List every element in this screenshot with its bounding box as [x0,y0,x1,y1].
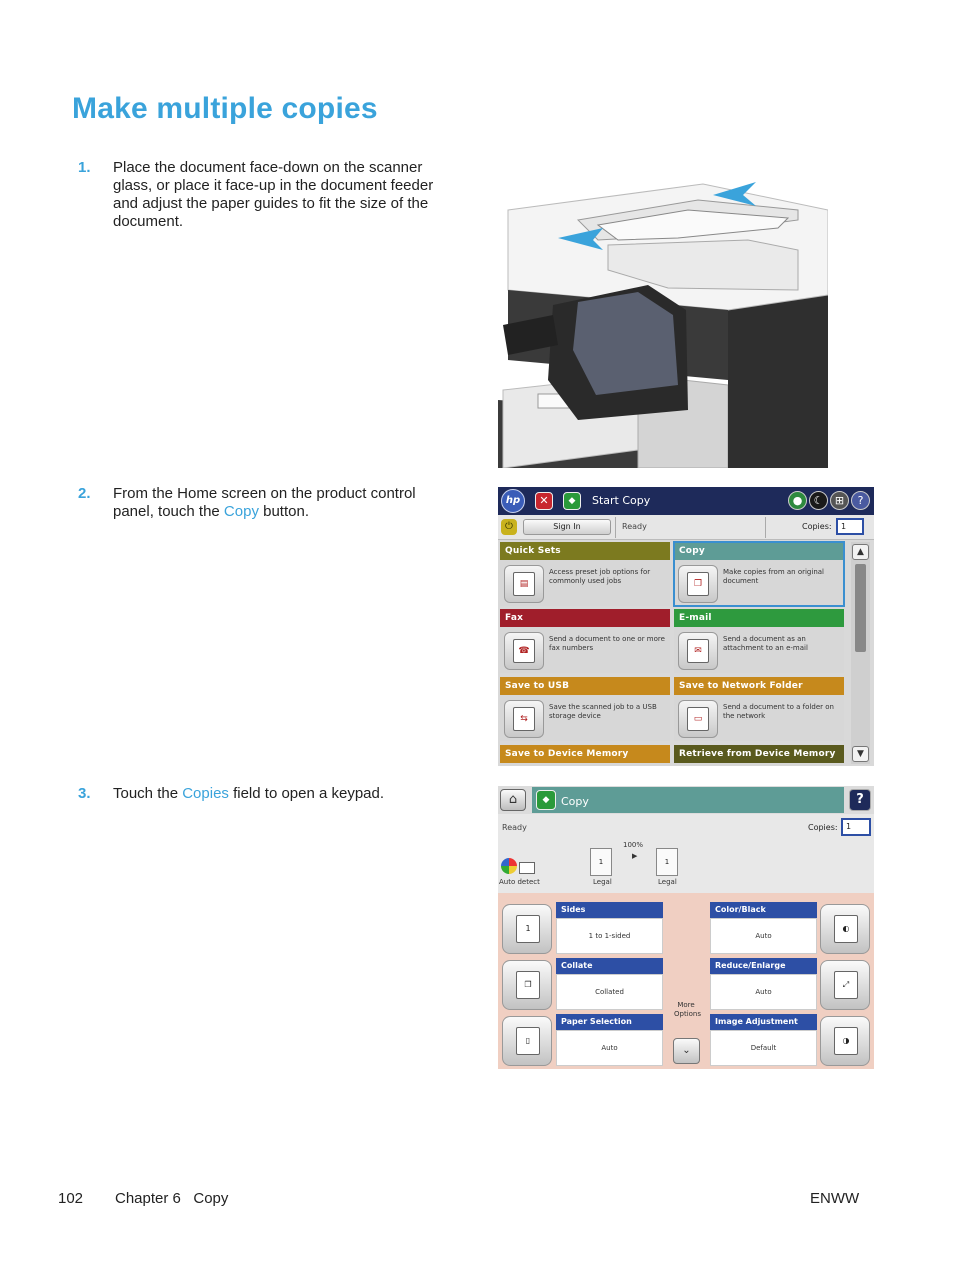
step-number: 3. [78,785,91,802]
copies-field[interactable]: 1 [841,818,871,836]
step-number: 2. [78,485,91,502]
arrow-right-icon: ▶ [632,852,638,860]
output-size-label: Legal [658,878,677,886]
original-page-preview: 1 [590,848,612,876]
save-to-usb-tile[interactable]: Save to USB ⇆ Save the scanned job to a USB storage device [500,677,670,741]
image-adjustment-option[interactable]: Image Adjustment Default ◑ [710,1014,871,1066]
save-to-network-folder-tile[interactable]: Save to Network Folder ▭ Send a document to a folder on the network [674,677,844,741]
scroll-down-icon[interactable]: ▼ [852,746,869,762]
zoom-percent: 100% [623,841,644,849]
step-number: 1. [78,159,91,176]
color-black-option[interactable]: Color/Black Auto ◐ [710,902,871,954]
fax-icon: ☎ [504,632,544,670]
document-icon [519,862,535,874]
copies-label: Copies: [802,522,832,531]
network-folder-icon: ▭ [678,700,718,738]
step-3 [78,785,448,803]
network-icon[interactable]: ⊞ [830,491,849,510]
email-icon: ✉ [678,632,718,670]
paper-selection-icon: ▯ [502,1016,552,1066]
retrieve-from-device-memory-tile[interactable]: Retrieve from Device Memory [674,745,844,766]
printer-illustration [498,180,828,468]
status-text: Ready [502,823,527,832]
auto-detect-label: Auto detect [499,878,540,886]
collate-option[interactable]: ❐ Collate Collated [502,958,663,1010]
paper-selection-option[interactable]: ▯ Paper Selection Auto [502,1014,663,1066]
original-size-label: Legal [593,878,612,886]
start-copy-label: Start Copy [592,494,651,507]
reduce-enlarge-icon: ⤢ [820,960,870,1010]
power-icon[interactable]: ⏻ [501,519,517,535]
stop-icon[interactable]: ✕ [535,492,553,510]
step-text: Place the document face-down on the scanner glass, or place it face-up in the document feeder and adjust the paper guides to fit the size of the document. [113,159,434,230]
quick-sets-icon: ▤ [504,565,544,603]
email-tile[interactable]: E-mail ✉ Send a document as an attachment to an e-mail [674,609,844,673]
start-icon[interactable]: ◆ [536,790,556,810]
step-2 [78,485,448,521]
usb-icon: ⇆ [504,700,544,738]
scrollbar[interactable] [851,542,870,764]
save-to-device-memory-tile[interactable]: Save to Device Memory [500,745,670,766]
copies-label: Copies: [808,823,838,832]
copies-field[interactable]: 1 [836,518,864,535]
color-mode-icon [501,858,517,874]
copy-top-bar [498,786,874,814]
footer-right: ENWW [810,1190,860,1207]
status-text: Ready [622,522,647,531]
home-top-bar [498,487,874,515]
step-text: From the Home screen on the product control panel, touch the Copy button. [113,485,416,520]
help-icon[interactable]: ? [851,491,870,510]
copy-link[interactable]: Copy [223,503,259,520]
globe-icon[interactable]: ● [788,491,807,510]
copy-title-bar [532,787,844,813]
step-text: Touch the Copies field to open a keypad. [113,785,385,802]
sides-option[interactable]: 1 Sides 1 to 1-sided [502,902,663,954]
sleep-icon[interactable]: ☾ [809,491,828,510]
help-icon[interactable]: ? [849,789,871,811]
page-number: 102 [58,1190,84,1207]
home-screen-panel [498,487,874,766]
copy-screen-title: Copy [561,795,589,808]
quick-sets-tile[interactable]: Quick Sets ▤ Access preset job options for commonly used jobs [500,542,670,606]
reduce-enlarge-option[interactable]: Reduce/Enlarge Auto ⤢ [710,958,871,1010]
image-adjustment-icon: ◑ [820,1016,870,1066]
color-black-icon: ◐ [820,904,870,954]
hp-logo[interactable]: hp [501,489,525,513]
collate-icon: ❐ [502,960,552,1010]
fax-tile[interactable]: Fax ☎ Send a document to one or more fax numbers [500,609,670,673]
sides-icon: 1 [502,904,552,954]
scroll-up-icon[interactable]: ▲ [852,544,869,560]
copy-icon: ❐ [678,565,718,603]
home-status-bar [498,515,874,540]
sign-in-button[interactable]: Sign In [523,519,611,535]
copy-tile[interactable]: Copy ❐ Make copies from an original document [674,542,844,606]
start-icon[interactable]: ◆ [563,492,581,510]
printer-drawing [498,180,828,468]
more-options-label: More Options [674,1001,702,1018]
more-options-button[interactable]: ⌄ [673,1038,700,1064]
step-1 [78,159,448,231]
output-page-preview: 1 [656,848,678,876]
copy-screen-panel [498,786,874,1069]
copies-link[interactable]: Copies [182,785,229,802]
home-icon[interactable]: ⌂ [500,789,526,811]
scroll-thumb[interactable] [855,564,866,652]
page-title: Make multiple copies [72,92,378,125]
chapter-label: Chapter 6 Copy [115,1190,229,1207]
